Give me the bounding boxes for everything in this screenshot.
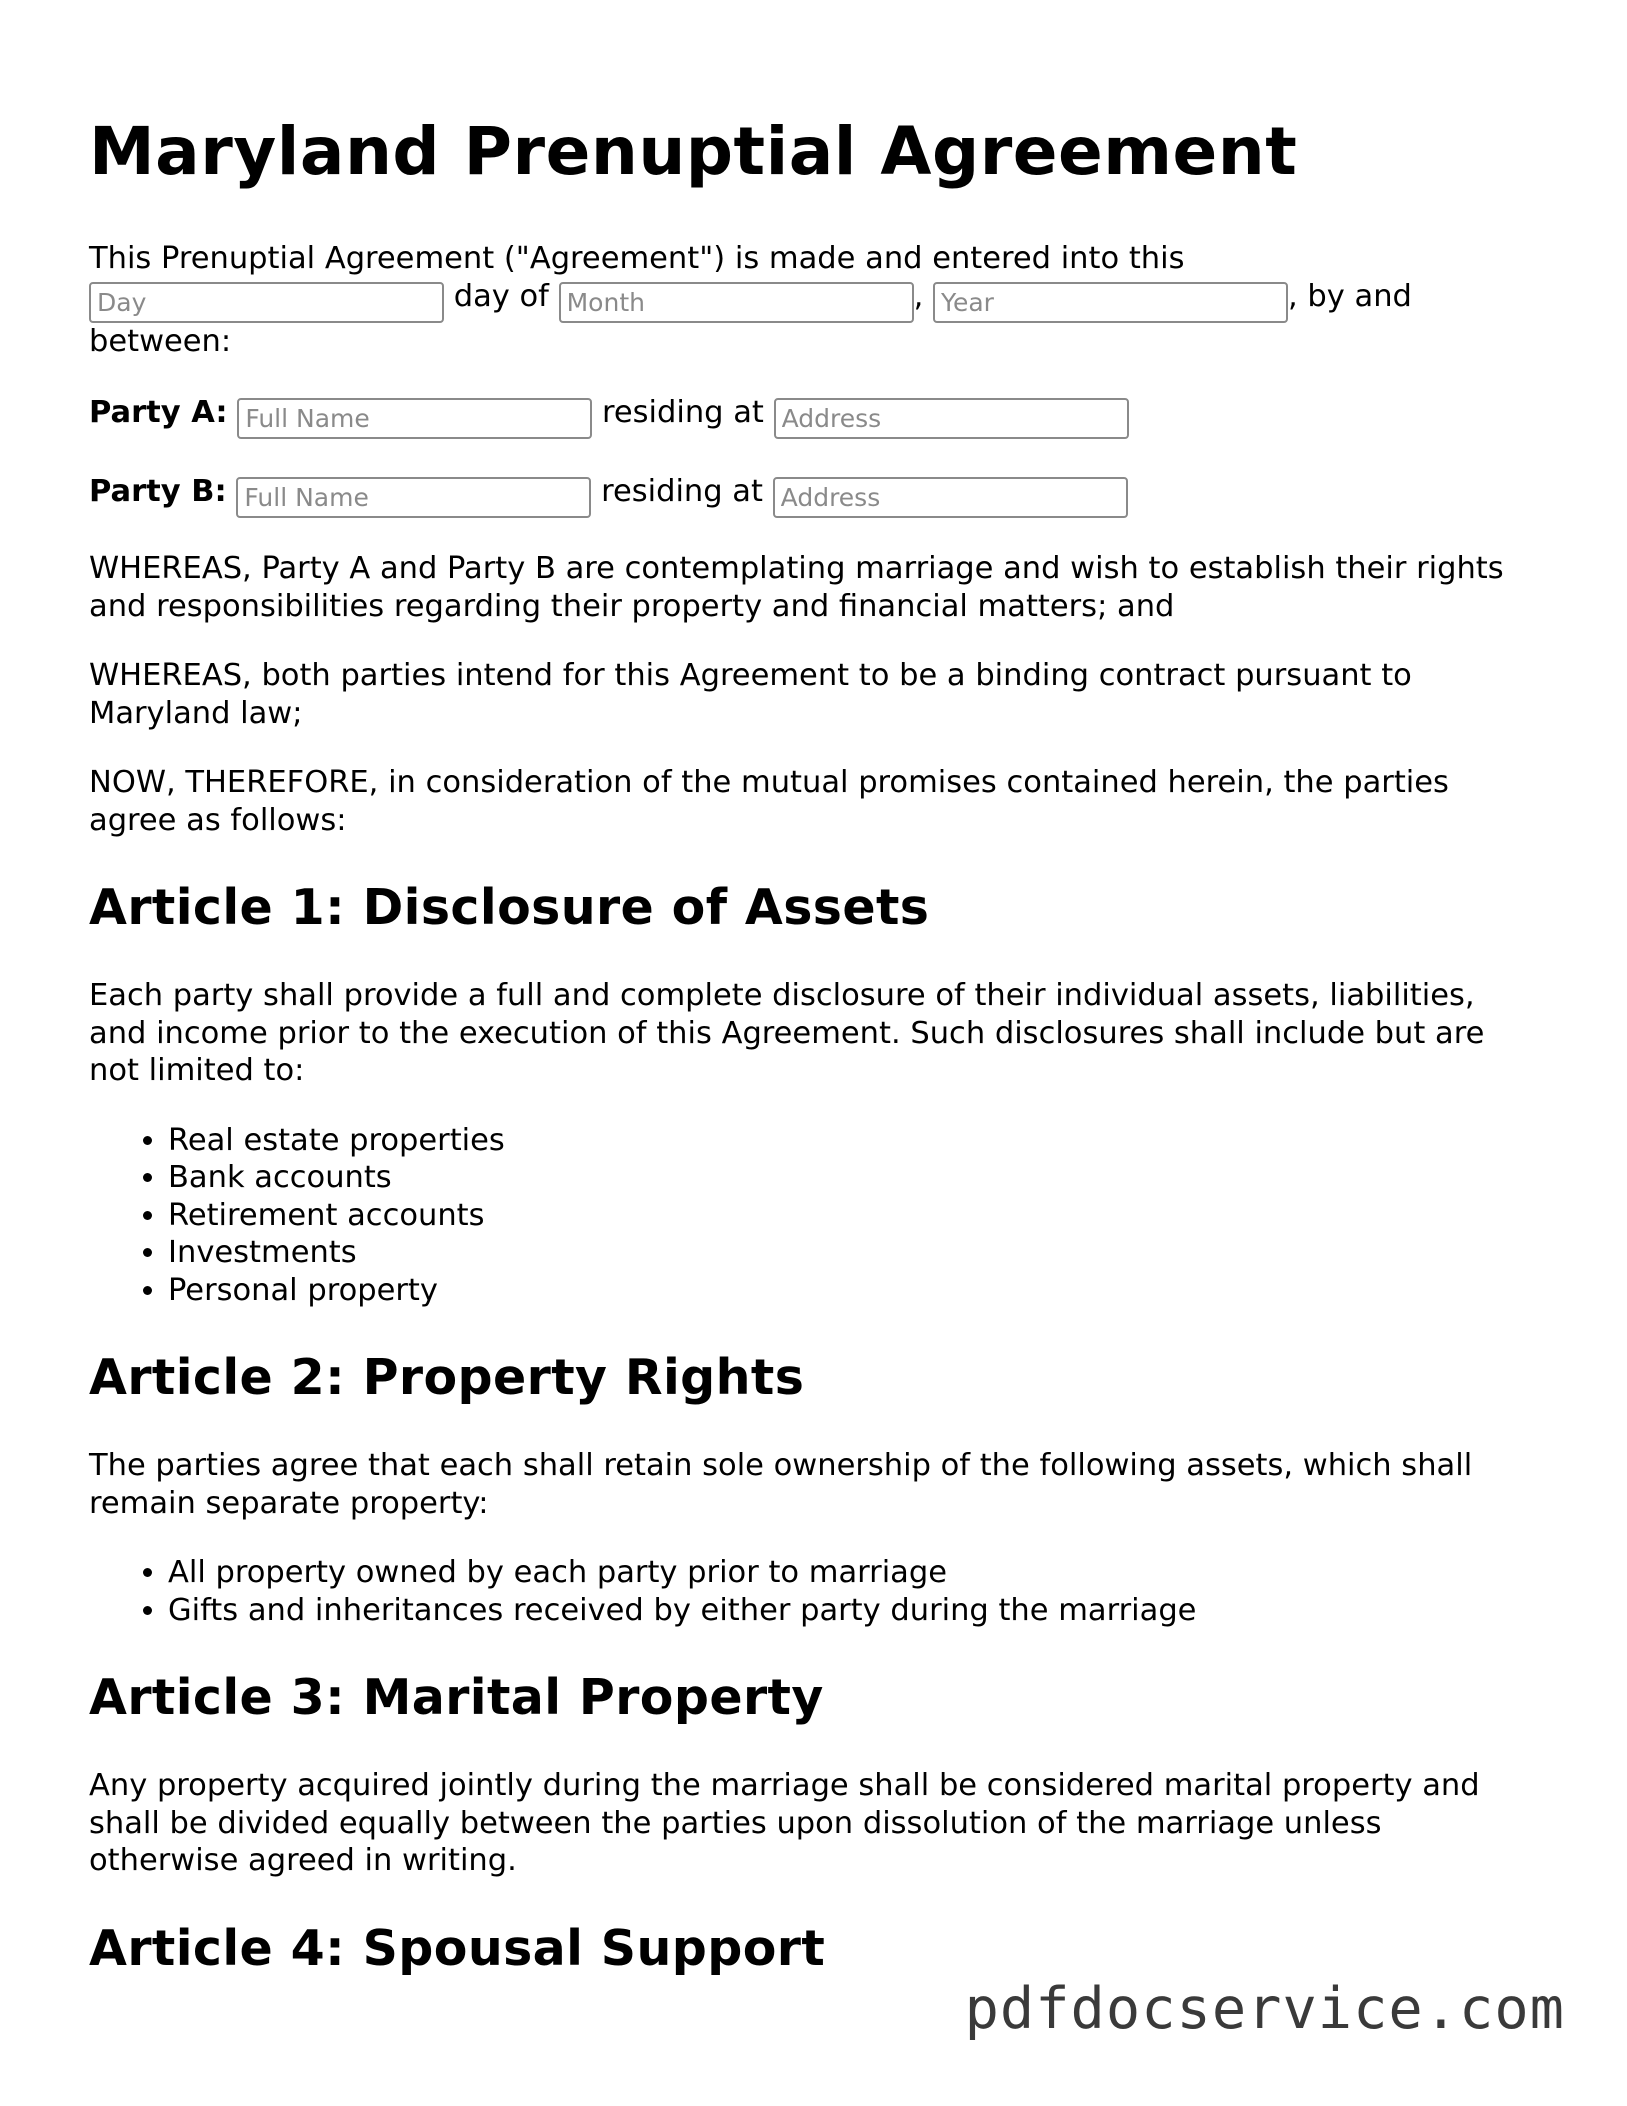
article-4-heading: Article 4: Spousal Support: [89, 1919, 826, 1977]
intro-text: This Prenuptial Agreement ("Agreement") is made and entered into this: [89, 241, 1185, 276]
party-b-residing-text: residing at: [601, 474, 763, 509]
article-3-body: Any property acquired jointly during the marriage shall be considered marital property and shall be divided equally between the parties upon dissolution of the marriage unless otherwise agreed in writing.: [89, 1768, 1480, 1878]
watermark: pdfdocservice.com: [964, 1976, 1565, 2042]
list-item: • All property owned by each party prior to marriage: [168, 1554, 1539, 1592]
month-input[interactable]: [559, 282, 914, 323]
party-a-label: Party A:: [89, 395, 228, 430]
recital-1: WHEREAS, Party A and Party B are contemplating marriage and wish to establish their rights and responsibilities regarding their property and financial matters; and: [89, 551, 1504, 624]
party-b-address-input[interactable]: [773, 477, 1128, 518]
party-b-line: [89, 471, 1539, 518]
article-1-list: [89, 1122, 1539, 1310]
recital-3: NOW, THEREFORE, in consideration of the mutual promises contained herein, the parties agree as follows:: [89, 765, 1449, 838]
party-a-residing-text: residing at: [602, 395, 764, 430]
recital-2: WHEREAS, both parties intend for this Agreement to be a binding contract pursuant to Maryland law;: [89, 658, 1412, 731]
party-a-name-input[interactable]: [237, 398, 592, 439]
list-item: • Bank accounts: [168, 1159, 1539, 1197]
document-page: [89, 108, 1539, 1980]
day-of-text: day of: [453, 278, 549, 314]
article-2-body: The parties agree that each shall retain sole ownership of the following assets, which shall remain separate property:: [89, 1448, 1473, 1521]
article-1-body: Each party shall provide a full and complete disclosure of their individual assets, liabilities, and income prior to the execution of this Agreement. Such disclosures shall include but are not limited to:: [89, 978, 1485, 1088]
article-2-list: [89, 1554, 1539, 1629]
document-title: Maryland Prenuptial Agreement: [89, 113, 1298, 190]
by-and-text: , by and: [1288, 278, 1412, 314]
year-input[interactable]: [933, 282, 1288, 323]
article-3-heading: Article 3: Marital Property: [89, 1669, 824, 1726]
list-item: • Personal property: [168, 1272, 1539, 1310]
article-2-heading: Article 2: Property Rights: [89, 1349, 805, 1406]
intro-paragraph: [89, 240, 1539, 360]
list-item: • Investments: [168, 1234, 1539, 1272]
list-item: • Real estate properties: [168, 1122, 1539, 1160]
between-text: between:: [89, 323, 232, 359]
party-b-label: Party B:: [89, 474, 227, 509]
article-1-heading: Article 1: Disclosure of Assets: [89, 879, 930, 936]
comma-text: ,: [913, 278, 924, 314]
party-a-line: [89, 392, 1539, 439]
party-b-name-input[interactable]: [236, 477, 591, 518]
list-item: • Retirement accounts: [168, 1197, 1539, 1235]
day-input[interactable]: [89, 282, 444, 323]
party-a-address-input[interactable]: [774, 398, 1129, 439]
list-item: • Gifts and inheritances received by either party during the marriage: [168, 1592, 1539, 1630]
